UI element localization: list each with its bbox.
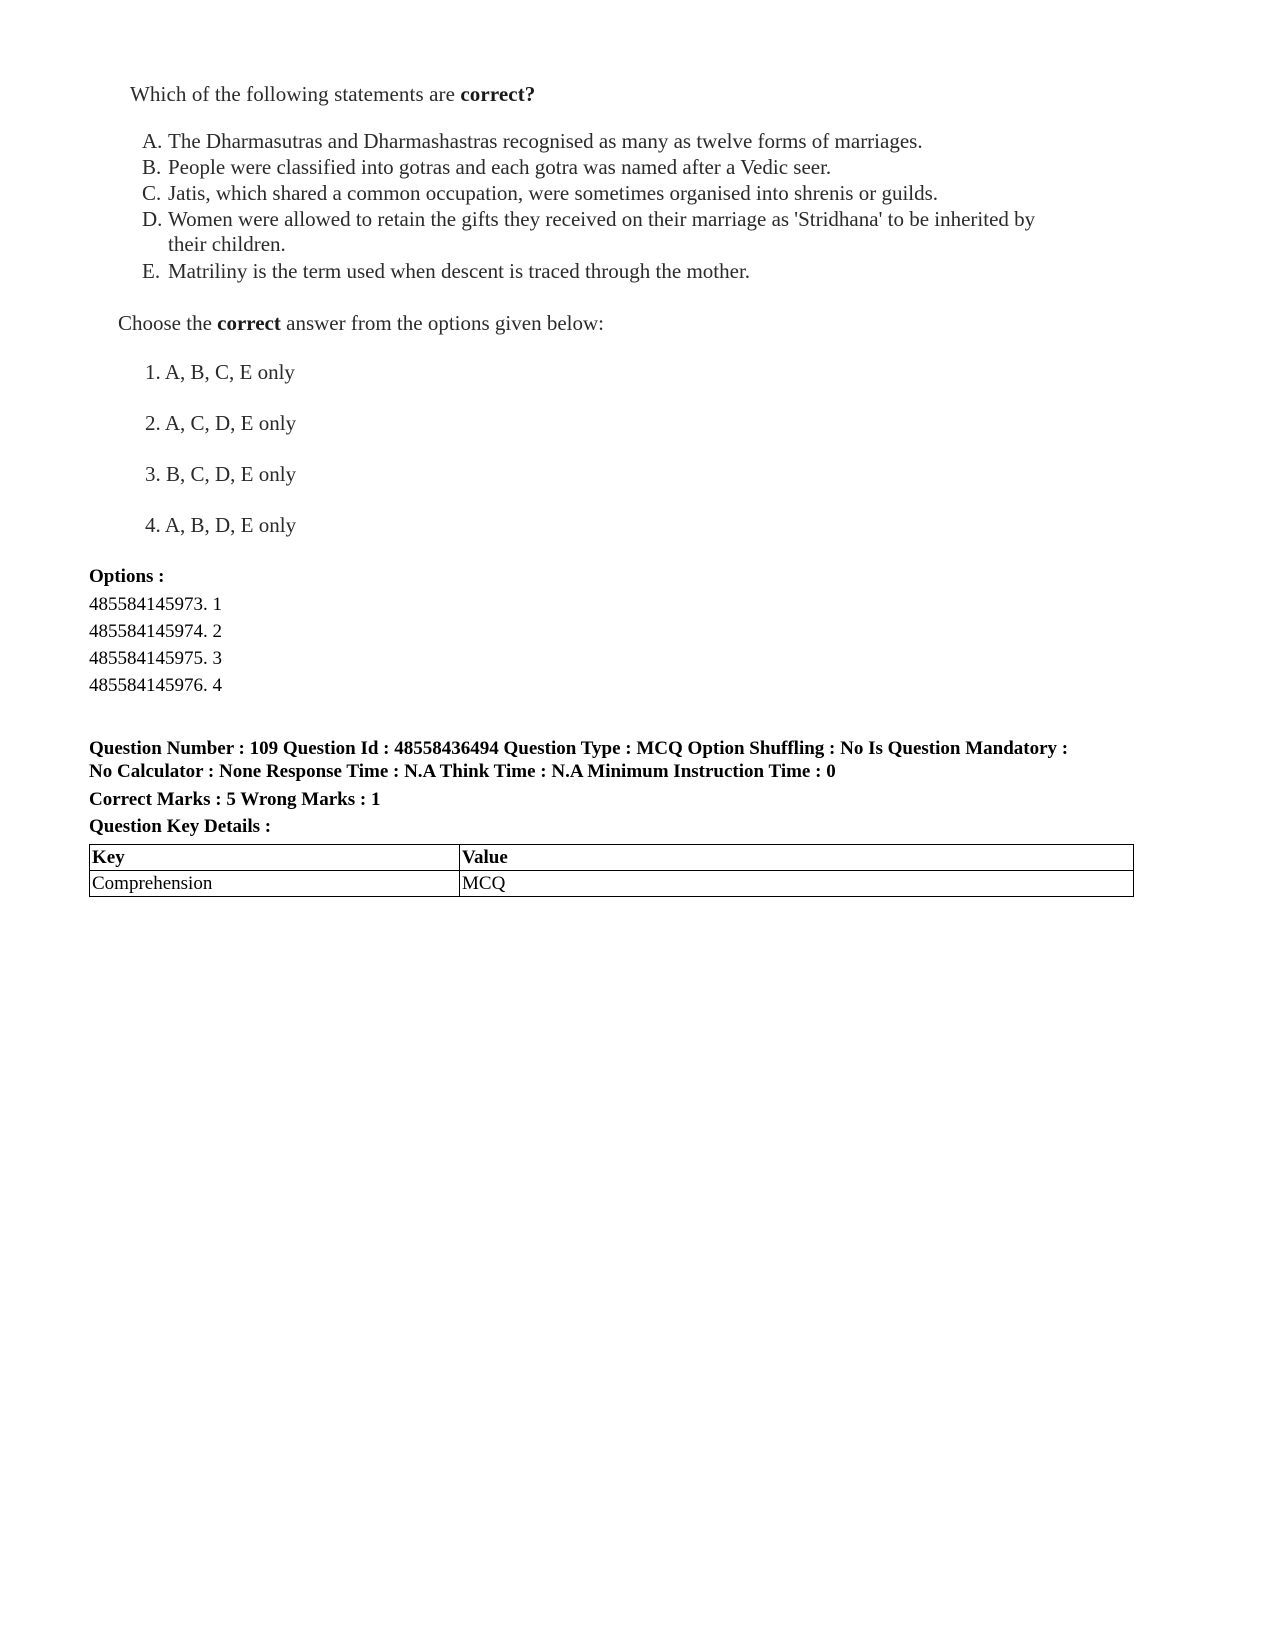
- table-header-row: [90, 845, 1134, 871]
- answer-choice-1: 1. A, B, C, E only: [145, 360, 295, 384]
- question-image: [90, 70, 1150, 570]
- question-meta-line-2: No Calculator : None Response Time : N.A Think Time : N.A Minimum Instruction Time : 0: [89, 761, 836, 782]
- option-item: 485584145974. 2: [89, 621, 222, 642]
- table-cell-key: Comprehension: [90, 871, 460, 897]
- statement-a: A. The Dharmasutras and Dharmashastras recognised as many as twelve forms of marriages.: [142, 129, 923, 153]
- question-stem: Which of the following statements are correct?: [130, 82, 536, 106]
- statement-d-continuation: their children.: [168, 232, 286, 256]
- option-item: 485584145973. 1: [89, 594, 222, 615]
- table-header-key: Key: [90, 845, 460, 871]
- question-meta-line-1: Question Number : 109 Question Id : 48558436494 Question Type : MCQ Option Shuffling : No Is Question Mandatory :: [89, 738, 1069, 759]
- marks-line: Correct Marks : 5 Wrong Marks : 1: [89, 789, 381, 810]
- choose-instruction: Choose the correct answer from the options given below:: [118, 311, 604, 335]
- answer-choice-2: 2. A, C, D, E only: [145, 411, 297, 435]
- options-heading: Options :: [89, 566, 165, 587]
- table-row: [90, 871, 1134, 897]
- key-details-heading: Question Key Details :: [89, 816, 272, 837]
- option-item: 485584145975. 3: [89, 648, 222, 669]
- table-cell-value: MCQ: [460, 871, 1134, 897]
- answer-choice-4: 4. A, B, D, E only: [145, 513, 297, 537]
- option-item: 485584145976. 4: [89, 675, 222, 696]
- statement-b: B. People were classified into gotras and each gotra was named after a Vedic seer.: [142, 155, 832, 179]
- table-header-value: Value: [460, 845, 1134, 871]
- answer-choice-3: 3. B, C, D, E only: [145, 462, 297, 486]
- key-details-table: [89, 844, 1134, 897]
- statement-c: C. Jatis, which shared a common occupation, were sometimes organised into shrenis or guilds.: [142, 181, 939, 205]
- statement-e: E. Matriliny is the term used when descent is traced through the mother.: [142, 259, 751, 283]
- statement-d: D. Women were allowed to retain the gifts they received on their marriage as 'Stridhana' to be inherited by: [142, 207, 1036, 231]
